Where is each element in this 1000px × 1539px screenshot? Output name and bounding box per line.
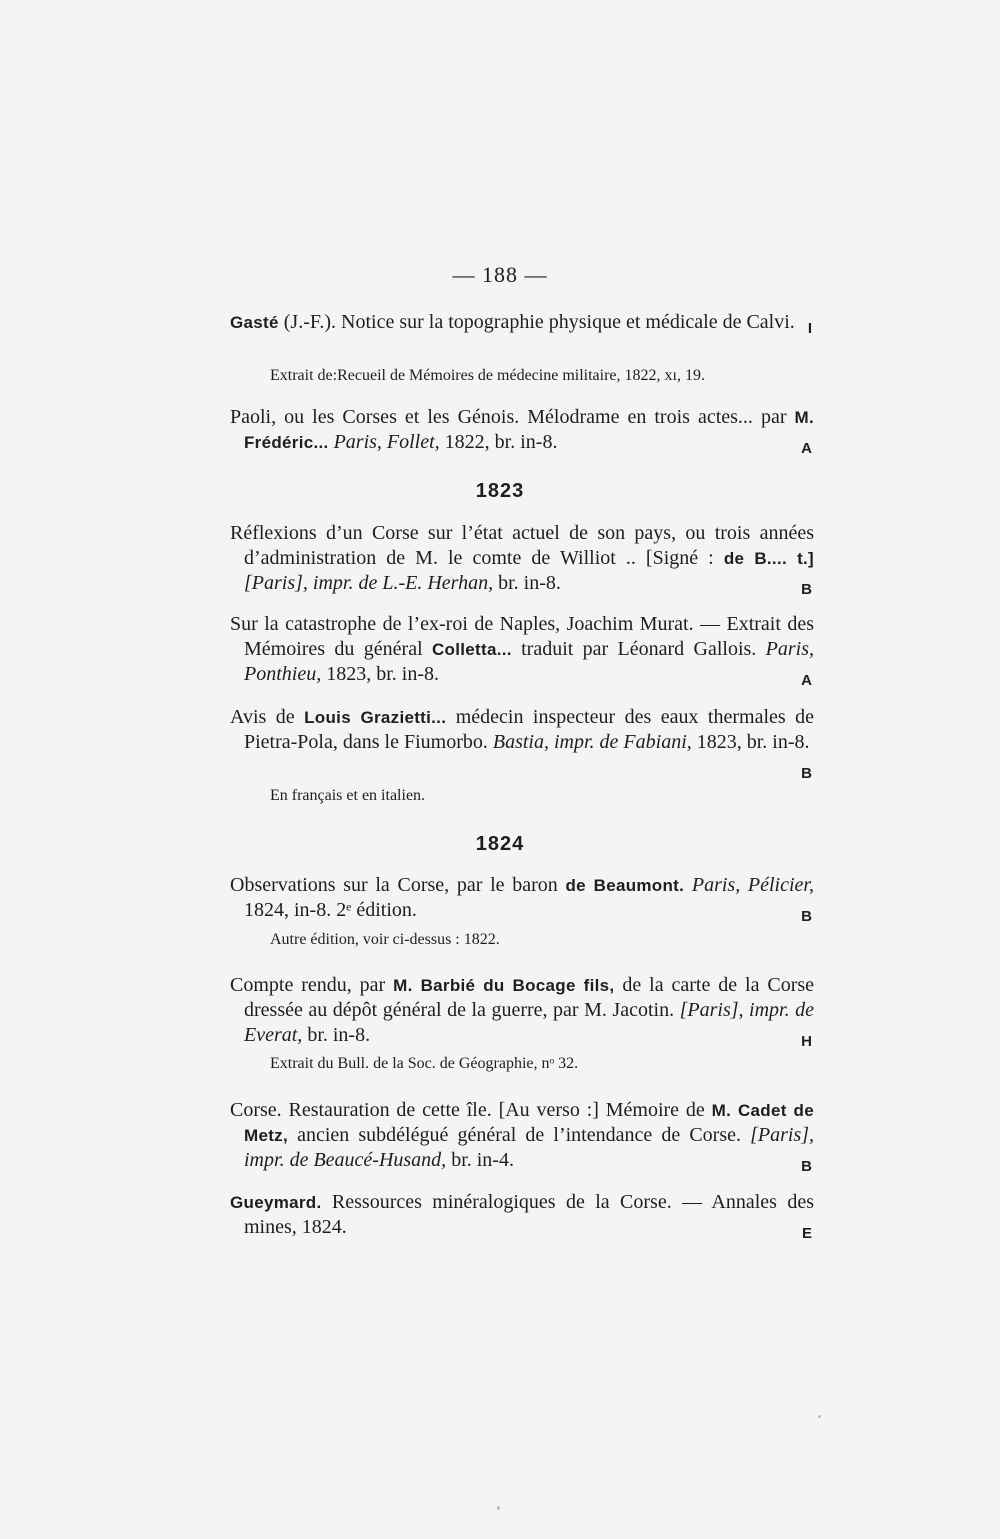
entry-details: br. in-8. xyxy=(498,572,561,594)
bibliography-entry-grazietti xyxy=(230,705,814,780)
entry-details: br. in-8. xyxy=(307,1024,371,1046)
entry-text: Paoli, ou les Corses et les Génois. Mélodrame en trois actes... par xyxy=(230,406,787,428)
entry-author: Louis Grazietti... xyxy=(304,708,447,727)
entry-imprint: Bastia, impr. de Fabiani, xyxy=(492,731,692,753)
entry-code: B xyxy=(801,581,812,598)
entry-author: M. Cadet de Metz, xyxy=(244,1101,814,1145)
entry-details: 1823, br. in-8. xyxy=(696,731,810,753)
entry-text-cont: traduit par Léonard Gallois. xyxy=(521,638,757,660)
bibliography-entry-beaumont xyxy=(230,873,814,923)
year-heading-1824: 1824 xyxy=(475,833,525,855)
entry-author: M. Barbié du Bocage fils, xyxy=(393,976,615,995)
entry-author: M. Frédéric... xyxy=(244,408,815,452)
scan-speck xyxy=(818,1415,821,1418)
entry-text: Observations sur la Corse, par le baron xyxy=(230,874,558,896)
entry-imprint: Paris, Follet, xyxy=(333,431,440,453)
entry-details: 1822, br. in-8. xyxy=(444,431,558,453)
entry-text: Avis de xyxy=(230,706,295,728)
entry-imprint: [Paris], impr. de Everat, xyxy=(244,999,815,1046)
bibliography-entry-gueymard xyxy=(230,1190,814,1240)
entry-imprint: Paris, Pélicier, xyxy=(691,874,814,896)
page-number: — 188 — xyxy=(452,262,548,287)
entry-code: A xyxy=(801,672,812,689)
entry-details: 1824, in-8. 2ᵉ édition. xyxy=(244,899,417,921)
entry-note: Extrait du Bull. de la Soc. de Géographie, nᵒ 32. xyxy=(270,1055,579,1072)
bibliography-entry-reflexions xyxy=(230,521,814,596)
bibliography-entry-gaste xyxy=(230,310,814,335)
entry-code: A xyxy=(801,440,812,457)
entry-code: B xyxy=(801,1158,812,1175)
entry-code: B xyxy=(801,765,812,782)
entry-author: Gasté xyxy=(230,313,279,332)
entry-code: B xyxy=(801,908,812,925)
entry-note: En français et en italien. xyxy=(270,787,426,804)
entry-code: I xyxy=(807,320,812,337)
bibliography-entry-paoli xyxy=(230,405,814,455)
entry-details: 1823, br. in-8. xyxy=(326,663,439,685)
entry-note: Autre édition, voir ci-dessus : 1822. xyxy=(270,931,500,948)
entry-text: Ressources minéralogiques de la Corse. — Annales des mines, 1824. xyxy=(244,1191,814,1238)
year-heading-1823: 1823 xyxy=(475,480,525,502)
entry-text: Réflexions d’un Corse sur l’état actuel de son pays, ou trois années d’administration de M. le comte de Williot .. [Signé : xyxy=(230,522,814,569)
entry-text: Corse. Restauration de cette île. [Au verso :] Mémoire de xyxy=(230,1099,705,1121)
entry-author: de Beaumont. xyxy=(565,876,685,895)
bibliography-entry-murat xyxy=(230,612,814,687)
entry-text: Sur la catastrophe de l’ex-roi de Naples, Joachim Murat. — Extrait des Mémoires du général xyxy=(230,613,814,660)
scan-speck xyxy=(497,1506,500,1510)
entry-author: Colletta... xyxy=(431,640,512,659)
entry-note: Extrait de:Recueil de Mémoires de médecine militaire, 1822, xı, 19. xyxy=(270,367,705,384)
bibliography-entry-cadet xyxy=(230,1098,814,1173)
entry-imprint: [Paris], impr. de L.-E. Herhan, xyxy=(244,572,494,594)
entry-details: br. in-4. xyxy=(451,1149,514,1171)
entry-imprint: [Paris], impr. de Beaucé-Husand, xyxy=(244,1124,815,1171)
entry-author: Gueymard. xyxy=(230,1193,322,1212)
entry-text-cont: médecin inspecteur des eaux thermales de Pietra-Pola, dans le Fiumorbo. xyxy=(244,706,815,753)
entry-imprint: Paris, Ponthieu, xyxy=(244,638,814,685)
entry-text-cont: de la carte de la Corse dressée au dépôt général de la guerre, par M. Jacotin. xyxy=(244,974,815,1021)
entry-text-cont: ancien subdélégué général de l’intendance de Corse. xyxy=(297,1124,741,1146)
bibliography-entry-barbie xyxy=(230,973,814,1048)
entry-code: H xyxy=(801,1033,812,1050)
entry-code: E xyxy=(801,1225,812,1242)
entry-author: de B.... t.] xyxy=(723,549,815,568)
entry-text: (J.-F.). Notice sur la topographie physique et médicale de Calvi. xyxy=(283,311,795,333)
entry-text: Compte rendu, par xyxy=(230,974,386,996)
